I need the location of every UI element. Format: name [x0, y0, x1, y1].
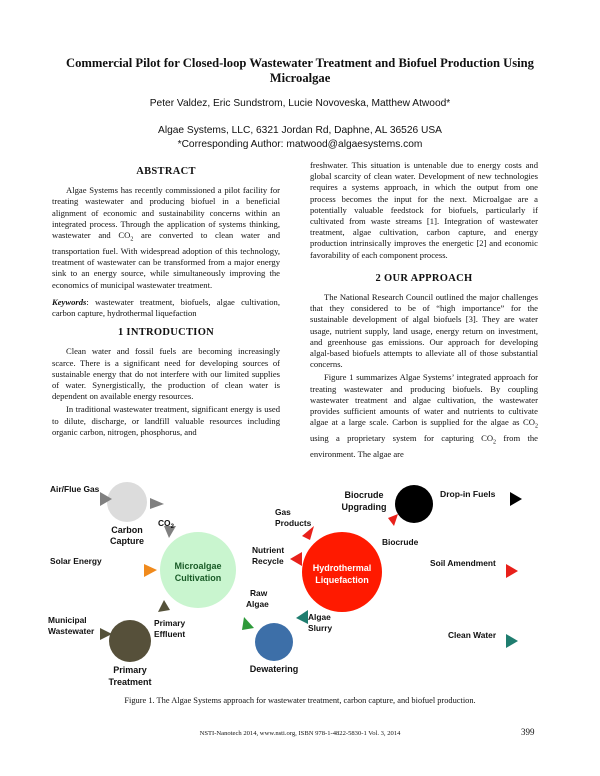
arrow-dropin-fuels [510, 492, 522, 506]
carbon-capture-node [107, 482, 147, 522]
label-primary-effluent-1: Primary [154, 618, 186, 628]
figure-1-diagram [40, 478, 560, 688]
arrow-effluent-to-algae [158, 600, 170, 612]
abstract-text: Algae Systems has recently commissioned a pilot facility for treating wastewater and producing biofuel in a beneficial alignment of economic and sustainability concerns within an integrated process. Through the application of systems thinking, wastewater and $CO_2$ are converted to clean water and transportation fuel. With widespread adoption of this technology, treatment of wastewater can be transformed from a major energy sink to an energy source, while simultaneously improving the economics of municipal wastewater treatment. [52, 185, 280, 290]
arrow-clean-water [506, 634, 518, 648]
arrow-algae-slurry [296, 610, 308, 624]
intro-paragraph-2: In traditional wastewater treatment, significant energy is used to dilute, discharge, or landfill valuable resources including organic carbon, nitrogen, phosphorus, and [52, 404, 280, 437]
arrow-raw-algae [242, 617, 254, 630]
keywords-label: Keywords [52, 296, 87, 307]
label-biocrude-top: Biocrude [344, 490, 384, 500]
arrow-gas-products [302, 526, 314, 540]
intro-paragraph-1: Clean water and fossil fuels are becoming increasingly scarce. There is a significant need for developing sources of sustainable energy that do not interfere with our limited supplies of water. Synergistically, the production of clean water is dependent on available energy resources. [52, 346, 280, 402]
dewatering-node [255, 623, 293, 661]
label-nutrient: Nutrient [252, 545, 285, 555]
arrow-biocrude [388, 514, 398, 526]
arrow-solar-in [144, 564, 157, 577]
paper-title: Commercial Pilot for Closed-loop Wastewater Treatment and Biofuel Production Using Microalgae [66, 56, 534, 85]
process-flow-svg [40, 478, 560, 688]
label-products: Products [275, 518, 312, 528]
keywords [52, 297, 280, 319]
arrow-co2-out [150, 498, 164, 509]
label-effluent: Effluent [154, 629, 186, 639]
approach-heading: 2 OUR APPROACH [375, 272, 473, 284]
corresponding-author: *Corresponding Author: matwood@algaesystems.com [177, 139, 423, 150]
label-recycle: Recycle [252, 556, 284, 566]
label-upgrading: Upgrading [341, 502, 387, 512]
arrow-nutrient-recycle [290, 552, 302, 566]
label-hydrothermal: Hydrothermal [312, 563, 372, 573]
label-cultivation: Cultivation [174, 573, 222, 583]
label-liquefaction: Liquefaction [315, 575, 369, 585]
abstract-heading: ABSTRACT [136, 166, 196, 177]
approach-paragraph-1: The National Research Council outlined the major challenges that they considered to be of “high importance” for the sustainable development of algal biofuels [3]. They are water usage, nutrient supply, land usage, energy return on investment, and greenhouse gas emissions. Our approach for developing algal-based biofuels attempts to alleviate all of those substantial concerns. [310, 292, 538, 370]
affiliation-block [40, 124, 560, 152]
right-column [310, 160, 538, 462]
primary-treatment-node [109, 620, 151, 662]
label-co2: $CO_2$ [158, 518, 174, 530]
label-gas: Gas [275, 507, 291, 517]
label-carbon: Carbon [111, 525, 143, 535]
affiliation: Algae Systems, LLC, 6321 Jordan Rd, Daphne, AL 36526 USA [158, 125, 442, 136]
label-treatment: Treatment [108, 677, 152, 687]
label-biocrude: Biocrude [382, 537, 419, 547]
label-microalgae: Microalgae [174, 561, 222, 571]
label-raw: Raw [250, 588, 268, 598]
label-solar-energy: Solar Energy [50, 556, 102, 566]
label-algae-2: Algae [308, 612, 331, 622]
label-clean-water: Clean Water [448, 630, 497, 640]
biocrude-upgrading-node [395, 485, 433, 523]
arrow-soil-amendment [506, 564, 518, 578]
label-municipal: Municipal [48, 615, 87, 625]
intro-paragraph-3: freshwater. This situation is untenable due to energy costs and global scarcity of clean water. Development of new technologies requires a systems approach, in which the output from one process becomes the input for the next. Microalgae are a potentially valuable feedstock for biofuels, particularly if cultivated from waste streams [1]. Integration of wastewater treatment, algae cultivation, carbon capture, and energy production intrinsically improves the energetic [2] and economic favorability of each component process. [310, 160, 538, 260]
left-column [52, 160, 280, 440]
label-capture: Capture [109, 536, 145, 546]
label-algae: Algae [246, 599, 269, 609]
label-soil-amendment: Soil Amendment [430, 558, 496, 568]
approach-paragraph-2: Figure 1 summarizes Algae Systems’ integrated approach for treating wastewater and producing biofuels. By coupling wastewater treatment and algae cultivation, the wastewater provides sufficient amounts of water and nutrients to cultivate algae at a large scale. Carbon is supplied for the algae as $CO_2$ using a proprietary system for capturing $CO_2$ from the environment. The algae are [310, 372, 538, 460]
label-wastewater: Wastewater [48, 626, 95, 636]
label-dropin-fuels: Drop-in Fuels [440, 489, 496, 499]
label-air-flue-gas: Air/Flue Gas [50, 484, 100, 494]
footer-citation: NSTI-Nanotech 2014, www.nsti.org, ISBN 978-1-4822-5830-1 Vol. 3, 2014 [199, 730, 401, 737]
page-number: 399 [521, 727, 535, 737]
label-slurry: Slurry [308, 623, 333, 633]
keywords-text: : wastewater treatment, biofuels, algae cultivation, carbon capture, hydrothermal liquefaction [52, 296, 280, 318]
intro-heading: 1 INTRODUCTION [117, 327, 215, 339]
figure-caption: Figure 1. The Algae Systems approach for wastewater treatment, carbon capture, and biofuel production. [124, 696, 476, 705]
label-primary-treatment-1: Primary [113, 665, 147, 675]
label-dewatering: Dewatering [249, 664, 299, 674]
author-list: Peter Valdez, Eric Sundstrom, Lucie Novoveska, Matthew Atwood* [149, 98, 451, 109]
